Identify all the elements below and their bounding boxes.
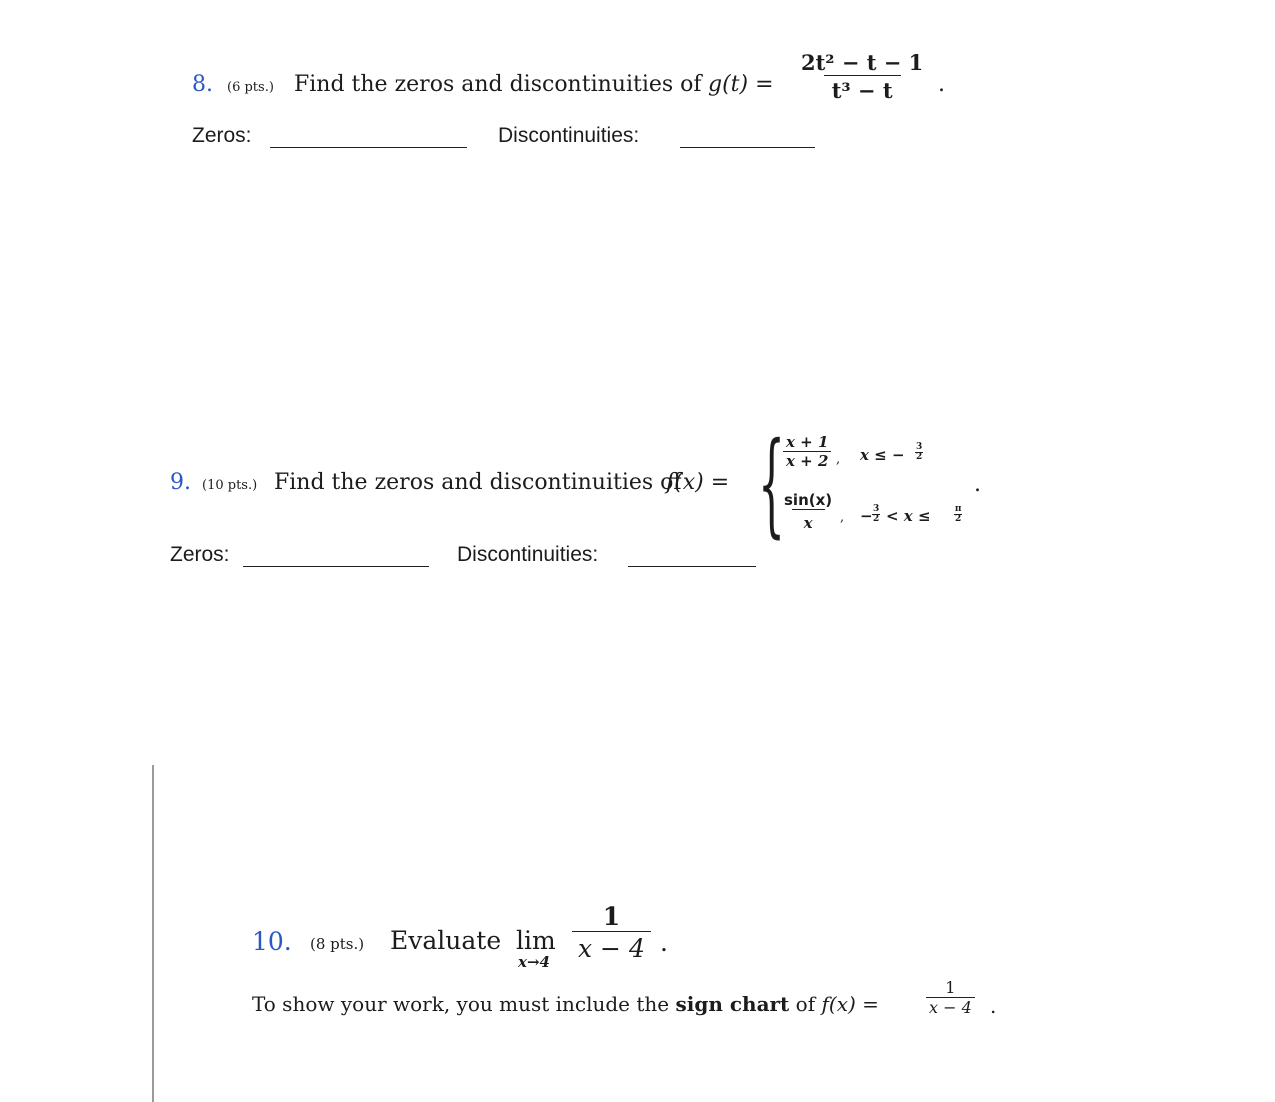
comma: , [836, 452, 841, 467]
fraction-denominator: x − 4 [926, 997, 975, 1017]
instruction-text [252, 992, 879, 1016]
case-1-denominator: x + 2 [783, 451, 831, 470]
fraction-denominator: t³ − t [824, 75, 901, 103]
frac-numerator: 3 [873, 504, 880, 514]
margin-rule [152, 765, 154, 1102]
function-lhs: f(x) = [666, 470, 730, 495]
instruction-function: f(x) = [821, 992, 879, 1016]
limit-fraction [572, 902, 651, 963]
zeros-answer-blank[interactable] [243, 566, 429, 567]
frac-denominator: 2 [916, 452, 923, 462]
zeros-label: Zeros: [170, 543, 230, 566]
zeros-answer-blank[interactable] [270, 147, 467, 148]
discontinuities-label: Discontinuities: [457, 543, 599, 566]
problem-number: 9. [170, 470, 191, 495]
comma: , [840, 510, 845, 525]
frac-denominator: 2 [955, 514, 962, 524]
fraction-numerator: 1 [602, 902, 621, 931]
frac-numerator: π [954, 504, 962, 514]
period: . [990, 994, 997, 1018]
problem-prompt: Find the zeros and discontinuities of [294, 72, 702, 97]
problem-number: 10. [252, 927, 292, 956]
zeros-label: Zeros: [192, 124, 252, 147]
function-fraction [793, 50, 931, 103]
case-2-numerator: sin(x) [784, 491, 833, 509]
problem-points: (8 pts.) [310, 935, 365, 953]
problem-points: (6 pts.) [227, 80, 274, 95]
problem-number: 8. [192, 72, 213, 97]
case-2-condition: < x ≤ [886, 507, 931, 525]
limit-operator: lim [516, 926, 556, 955]
frac-numerator: 3 [916, 442, 923, 452]
discontinuities-answer-blank[interactable] [680, 147, 815, 148]
case-2-lower-frac [872, 505, 880, 524]
case-2-upper-frac [954, 505, 962, 524]
instruction-fraction [926, 978, 975, 1017]
left-brace: { [758, 419, 786, 549]
problem-points: (10 pts.) [202, 478, 258, 493]
case-1-condition: x ≤ − [860, 446, 905, 464]
period: . [974, 472, 981, 497]
case-1-fraction [783, 433, 831, 470]
period: . [938, 72, 945, 97]
case-2-denominator: x [792, 509, 825, 532]
case-1-condition-frac [915, 443, 923, 462]
minus-sign: − [860, 507, 873, 525]
fraction-numerator: 1 [945, 978, 956, 997]
problem-prompt: Evaluate [390, 926, 502, 955]
discontinuities-answer-blank[interactable] [628, 566, 756, 567]
discontinuities-label: Discontinuities: [498, 124, 640, 147]
instruction-after: of [795, 992, 816, 1016]
frac-denominator: 2 [873, 514, 880, 524]
function-lhs: g(t) = [708, 72, 774, 97]
case-1-numerator: x + 1 [786, 433, 829, 451]
fraction-numerator: 2t² − t − 1 [801, 50, 924, 75]
fraction-denominator: x − 4 [572, 931, 651, 963]
instruction-before: To show your work, you must include the [252, 992, 670, 1016]
period: . [660, 928, 668, 957]
case-2-fraction [781, 491, 835, 532]
limit-subscript: x→4 [518, 953, 550, 971]
instruction-bold: sign chart [675, 992, 790, 1016]
problem-prompt: Find the zeros and discontinuities of [274, 470, 682, 495]
